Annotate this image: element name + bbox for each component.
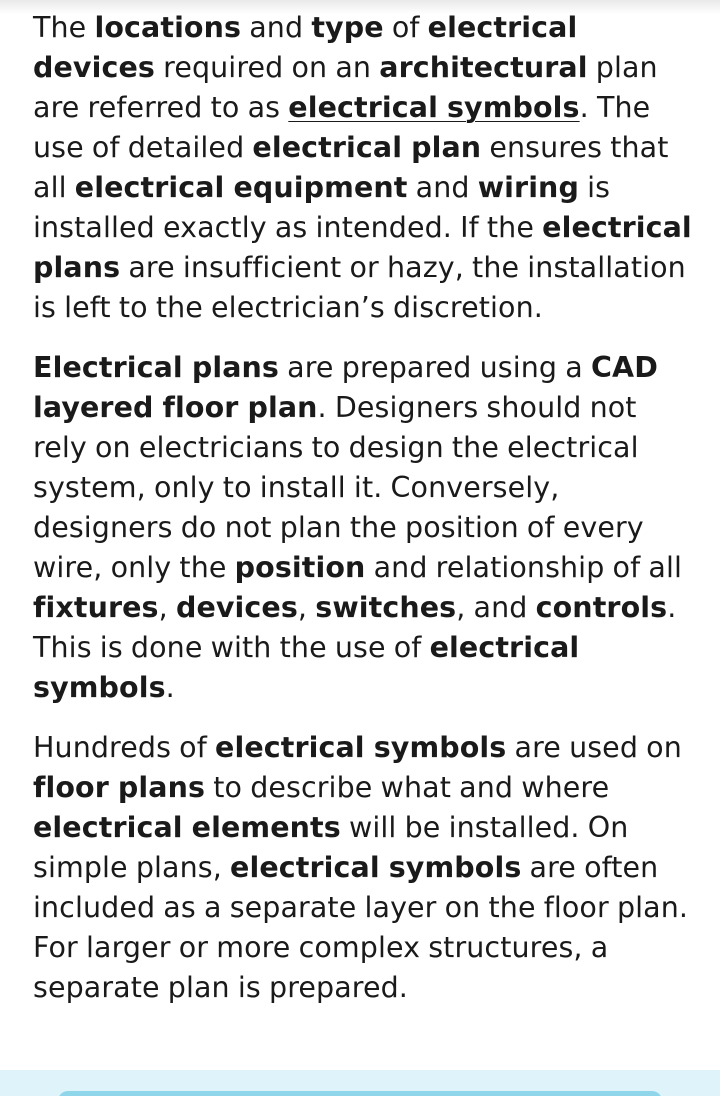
bold-term: floor plans: [33, 771, 206, 804]
body-text: required on an: [154, 51, 380, 84]
body-text: are insufficient or hazy, the installation is left to the electrician’s discretion.: [33, 251, 686, 324]
bold-term: devices: [175, 591, 298, 624]
bold-term: electrical elements: [33, 811, 341, 844]
body-text: ,: [158, 591, 176, 624]
body-text: ensures that all: [33, 131, 669, 204]
bold-term: fixtures: [33, 591, 159, 624]
body-text: The: [33, 11, 95, 44]
bold-term: electrical plan: [252, 131, 482, 164]
bold-term: locations: [94, 11, 242, 44]
bold-term: position: [234, 551, 366, 584]
bold-term: electrical equipment: [74, 171, 408, 204]
bold-term: electrical symbols: [215, 731, 507, 764]
bold-term: wiring: [477, 171, 579, 204]
bottom-action-button[interactable]: [58, 1091, 662, 1096]
body-text: plan are referred to as: [33, 51, 658, 124]
body-text: to describe what and where: [205, 771, 610, 804]
body-text: will be installed. On simple plans,: [33, 811, 629, 884]
body-text: are prepared using a: [278, 351, 592, 384]
body-text: , and: [456, 591, 536, 624]
paragraph-3: [33, 728, 696, 1008]
body-text: . This is done with the use of: [33, 591, 677, 664]
bold-term: Electrical plans: [33, 351, 279, 384]
paragraph-1: [33, 8, 696, 328]
body-text: and: [407, 171, 478, 204]
body-text: and: [241, 11, 312, 44]
bold-term: type: [311, 11, 384, 44]
bold-term: electrical devices: [33, 11, 578, 84]
bold-term: controls: [535, 591, 668, 624]
bold-term: architectural: [379, 51, 588, 84]
body-text: . The use of detailed: [33, 91, 651, 164]
bold-term: electrical symbols: [33, 631, 580, 704]
bold-term: electrical symbols: [230, 851, 522, 884]
body-text: is installed exactly as intended. If the: [33, 171, 611, 244]
body-text: Hundreds of: [33, 731, 216, 764]
electrical-symbols-link[interactable]: electrical symbols: [288, 91, 580, 124]
body-text: and relationship of all: [365, 551, 682, 584]
body-text: are often included as a separate layer on the floor plan. For larger or more complex structures, a separate plan is prepared.: [33, 851, 689, 1004]
body-text: . Designers should not rely on electricians to design the electrical system, only to install it. Conversely, designers do not plan the position of every wire, only the: [33, 391, 644, 584]
bold-term: CAD layered floor plan: [33, 351, 658, 424]
body-text: .: [165, 671, 175, 704]
bold-term: switches: [315, 591, 457, 624]
paragraph-2: [33, 348, 696, 708]
body-text: are used on: [506, 731, 682, 764]
body-text: ,: [297, 591, 316, 624]
body-text: of: [383, 11, 428, 44]
bold-term: electrical plans: [33, 211, 692, 284]
